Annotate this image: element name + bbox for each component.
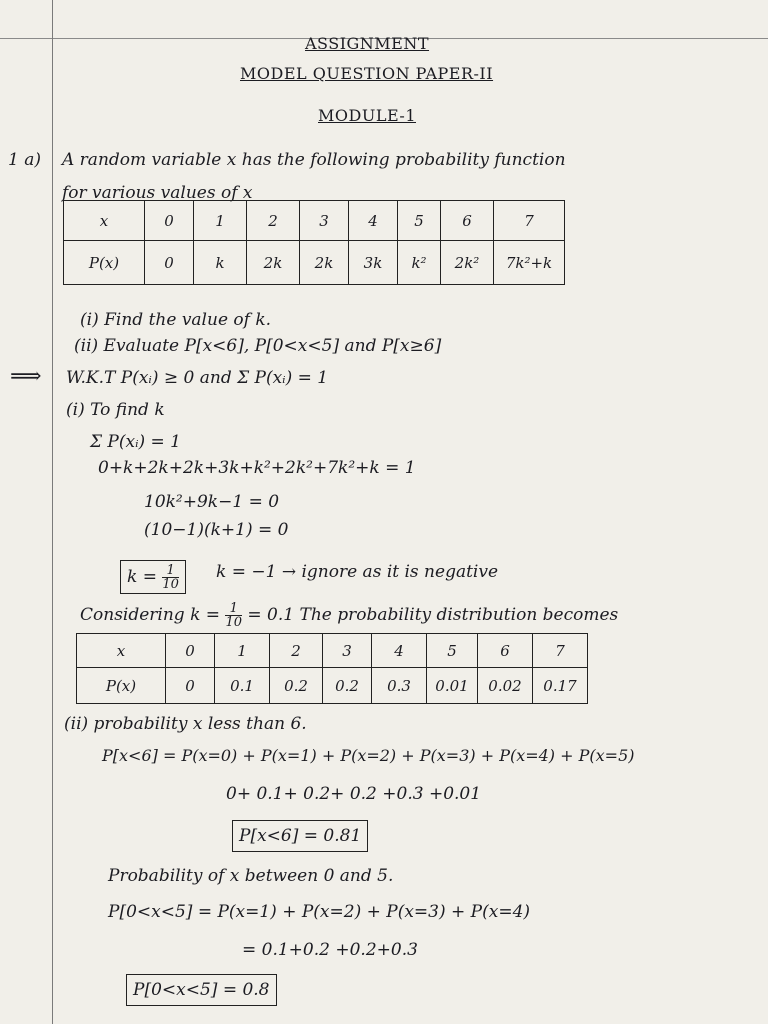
table1-cell: 7k²+k <box>494 241 565 285</box>
table1-cell: 2k <box>247 241 300 285</box>
considering-prefix: Considering k = <box>80 605 221 625</box>
table1-cell: 4 <box>349 201 398 241</box>
considering-numerator: 1 <box>225 602 242 616</box>
table1-cell: 6 <box>441 201 494 241</box>
table2-cell: x <box>77 634 166 668</box>
table1-cell: 3 <box>300 201 349 241</box>
p-less-6-expansion: P[x<6] = P(x=0) + P(x=1) + P(x=2) + P(x=3) + P(x=4) + P(x=5) <box>102 746 635 765</box>
table2-cell: 0.02 <box>478 668 533 704</box>
question-number: 1 a) <box>8 150 41 170</box>
table2-cell: 5 <box>427 634 478 668</box>
table1-cell: x <box>64 201 145 241</box>
table1-cell: 2 <box>247 201 300 241</box>
quadratic-equation: 10k²+9k−1 = 0 <box>144 492 280 512</box>
sum-equation: Σ P(xᵢ) = 1 <box>90 432 182 452</box>
table2-cell: 0.01 <box>427 668 478 704</box>
between-heading: Probability of x between 0 and 5. <box>108 866 394 886</box>
p-less-6-values: 0+ 0.1+ 0.2+ 0.2 +0.3 +0.01 <box>226 784 482 804</box>
table1-cell: k <box>194 241 247 285</box>
table1-cell: 0 <box>145 201 194 241</box>
table2-cell: 0.2 <box>270 668 323 704</box>
k-result-box <box>120 560 186 594</box>
paper-subtitle: MODEL QUESTION PAPER-II <box>240 64 494 83</box>
part-i-text: (i) Find the value of k. <box>80 310 272 330</box>
table2-cell: 0 <box>166 634 215 668</box>
question-line-2: for various values of x <box>62 183 253 203</box>
table1-cell: P(x) <box>64 241 145 285</box>
question-line-1: A random variable x has the following probability function <box>62 150 566 170</box>
k-fraction <box>162 564 179 591</box>
between-result: P[0<x<5] = 0.8 <box>126 974 277 1006</box>
table2-cell: 2 <box>270 634 323 668</box>
table2-cell: 7 <box>533 634 588 668</box>
k-numerator: 1 <box>162 564 179 578</box>
between-expansion: P[0<x<5] = P(x=1) + P(x=2) + P(x=3) + P(x=4) <box>108 902 531 922</box>
considering-fraction <box>225 602 242 629</box>
table2-cell: 6 <box>478 634 533 668</box>
factored-equation: (10−1)(k+1) = 0 <box>144 520 289 540</box>
module-heading: MODULE-1 <box>318 106 416 125</box>
probability-table-numeric <box>76 633 588 704</box>
table2-cell: 0.3 <box>372 668 427 704</box>
assignment-title: ASSIGNMENT <box>305 34 430 53</box>
table2-cell: 0 <box>166 668 215 704</box>
probability-table-symbolic <box>63 200 565 285</box>
table1-cell: k² <box>398 241 441 285</box>
table1-cell: 5 <box>398 201 441 241</box>
margin-line <box>52 0 53 1024</box>
table1-cell: 2k <box>300 241 349 285</box>
considering-suffix: = 0.1 The probability distribution becomes <box>247 605 619 625</box>
between-values: = 0.1+0.2 +0.2+0.3 <box>242 940 418 960</box>
step-i-heading: (i) To find k <box>66 400 165 420</box>
considering-denominator: 10 <box>225 615 242 630</box>
expanded-equation: 0+k+2k+2k+3k+k²+2k²+7k²+k = 1 <box>98 458 416 478</box>
table1-cell: 1 <box>194 201 247 241</box>
table2-cell: 4 <box>372 634 427 668</box>
table2-cell: 0.17 <box>533 668 588 704</box>
p-less-6-result: P[x<6] = 0.81 <box>232 820 368 852</box>
table1-cell: 7 <box>494 201 565 241</box>
table2-cell: P(x) <box>77 668 166 704</box>
ignore-negative-note: k = −1 → ignore as it is negative <box>216 562 499 582</box>
part-ii-heading: (ii) probability x less than 6. <box>64 714 307 734</box>
double-arrow-icon: ⟹ <box>10 364 42 389</box>
table1-cell: 0 <box>145 241 194 285</box>
table1-cell: 3k <box>349 241 398 285</box>
wkt-line: W.K.T P(xᵢ) ≥ 0 and Σ P(xᵢ) = 1 <box>66 368 329 388</box>
k-denominator: 10 <box>162 577 179 592</box>
table2-cell: 0.2 <box>323 668 372 704</box>
k-label: k = <box>127 567 157 587</box>
table2-cell: 0.1 <box>215 668 270 704</box>
table1-cell: 2k² <box>441 241 494 285</box>
considering-line <box>80 602 618 629</box>
part-ii-text: (ii) Evaluate P[x<6], P[0<x<5] and P[x≥6] <box>74 336 442 356</box>
table2-cell: 1 <box>215 634 270 668</box>
table2-cell: 3 <box>323 634 372 668</box>
